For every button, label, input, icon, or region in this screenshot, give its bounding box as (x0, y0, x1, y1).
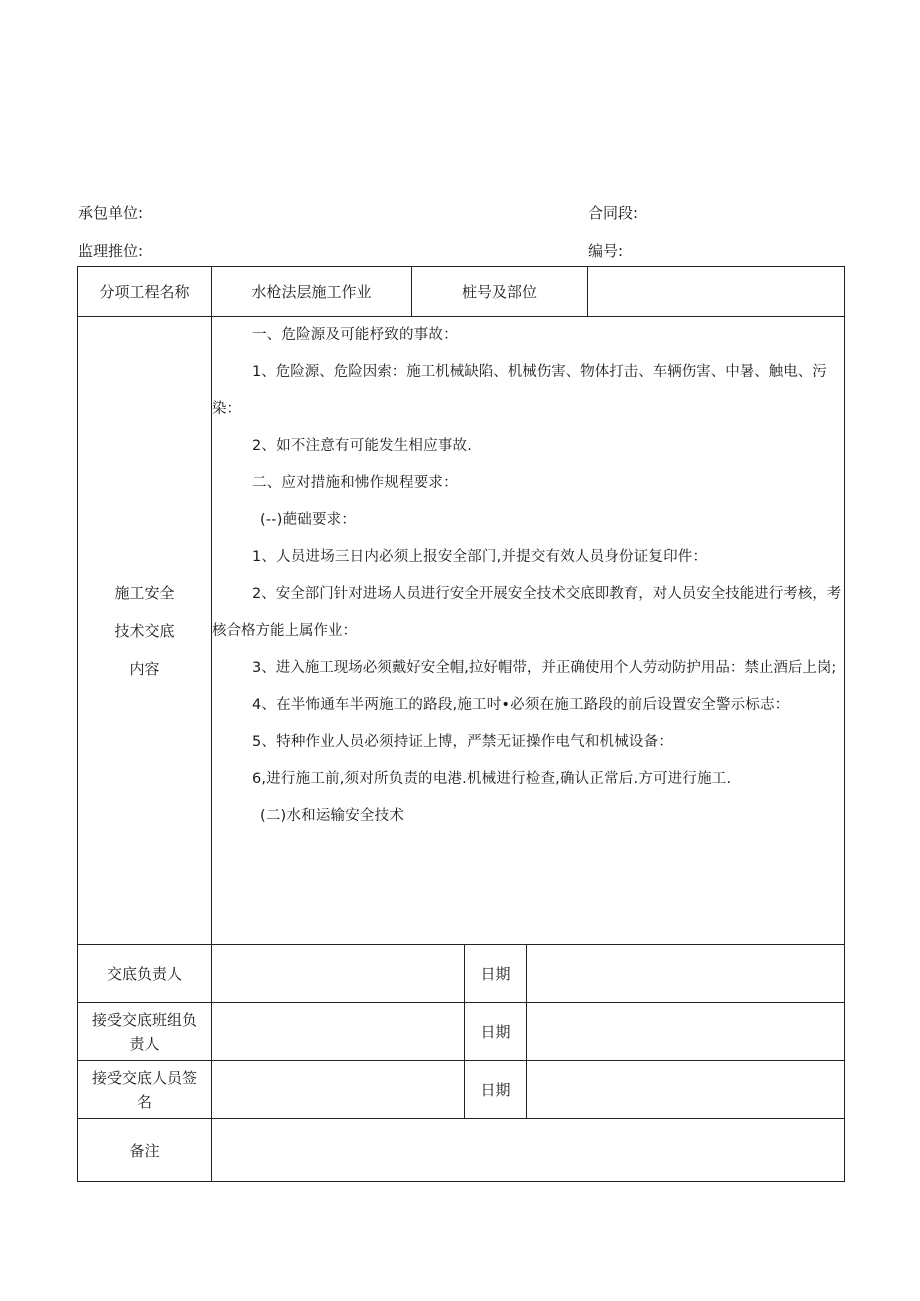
contractor-label: 承包单位: (78, 204, 144, 222)
date-label-3: 日期 (465, 1061, 527, 1119)
presenter-label: 交底负责人 (78, 945, 212, 1003)
disclosure-table (77, 266, 845, 1182)
date-label-2: 日期 (465, 1003, 527, 1061)
date-value-2[interactable] (527, 1003, 845, 1061)
content-line: 5、特种作业人员必须持证上博，严禁无证操作电气和机械设备： (252, 734, 674, 750)
content-line: 2、如不注意有可能发生相应事故. (252, 438, 473, 454)
content-line: 4、在半怖通车半两施工的路段,施工吋•必须在施工路段的前后设置安全警示标志： (252, 697, 790, 713)
date-value-3[interactable] (527, 1061, 845, 1119)
content-line: 二、应对措施和怫作规程要求： (252, 475, 458, 491)
date-label-1: 日期 (465, 945, 527, 1003)
station-value[interactable] (588, 267, 845, 317)
remarks-label: 备注 (78, 1119, 212, 1182)
content-line: 1、人员进场三日内必须上报安全部门,并提交有效人员身份证复印件： (252, 549, 708, 565)
receiver-label (78, 1061, 212, 1119)
content-label-line3: 内容 (129, 659, 160, 678)
content-line: 2、安全部门针对进场人员进行安全开展安全技术交底即教育，对人员安全技能进行考核，考核合格方能上属作业： (212, 586, 842, 639)
team-leader-label-line2: 责人 (129, 1034, 160, 1053)
date-value-1[interactable] (527, 945, 845, 1003)
content-label (78, 317, 212, 945)
presenter-value[interactable] (212, 945, 465, 1003)
contract-section-label: 合同段: (588, 204, 639, 222)
content-body (212, 317, 845, 945)
project-name-label: 分项工程名称 (78, 267, 212, 317)
content-label-line1: 施工安全 (114, 583, 175, 602)
content-line: 3、进入施工现场必须戴好安全帽,拉好帽带，并正确使用个人劳动防护用品：禁止酒后上岗; (252, 660, 837, 676)
station-label: 桩号及部位 (412, 267, 588, 317)
remarks-value[interactable] (212, 1119, 845, 1182)
team-leader-label (78, 1003, 212, 1061)
number-label: 编号: (588, 242, 624, 260)
content-line: (--)葩础要求： (260, 512, 357, 528)
content-label-line2: 技术交底 (114, 621, 175, 640)
content-line: 1、危险源、危险因索：施工机械缺陷、机械伤害、物体打击、车辆伤害、中暑、触电、污染： (212, 364, 827, 417)
supervisor-label: 监理推位: (78, 242, 144, 260)
receiver-value[interactable] (212, 1061, 465, 1119)
receiver-label-line2: 名 (136, 1092, 152, 1111)
content-line: 一、危险源及可能杼致的事故： (252, 327, 458, 343)
content-line: 6,进行施工前,须对所负责的电港.机械进行检查,确认正常后.方可进行施工. (252, 771, 732, 787)
receiver-label-line1: 接受交底人员签 (91, 1068, 197, 1087)
project-name-value: 水枪法层施工作业 (212, 267, 412, 317)
team-leader-value[interactable] (212, 1003, 465, 1061)
content-line: (二)水和运输安全技术 (260, 808, 405, 824)
team-leader-label-line1: 接受交底班组负 (91, 1010, 197, 1029)
